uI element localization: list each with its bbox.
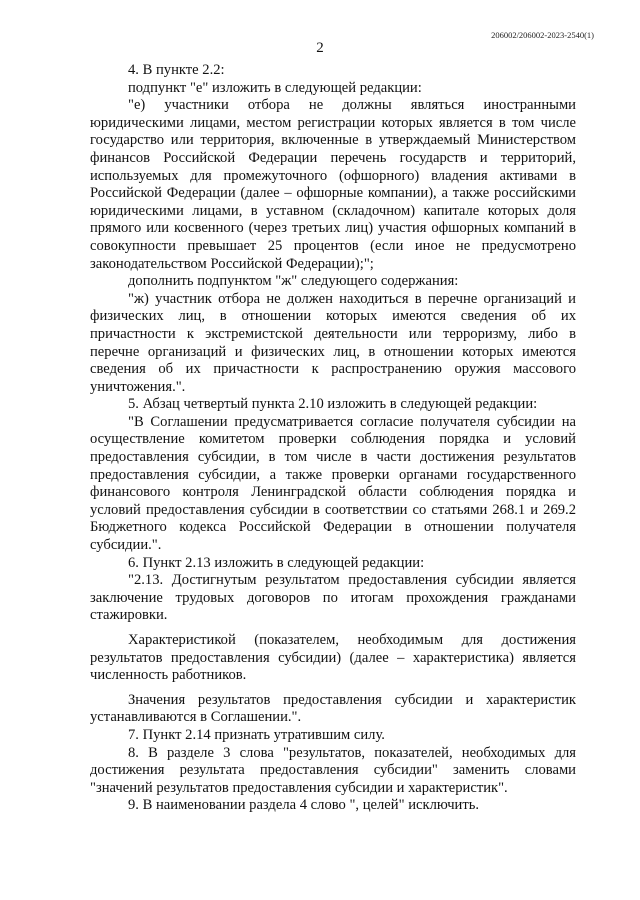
subitem-zh-intro: дополнить подпунктом "ж" следующего содержания: [128,273,459,290]
item-9-text: 9. В наименовании раздела 4 слово ", целей" исключить. [128,797,480,814]
document-body [90,62,576,815]
item-8-text: 8. В разделе 3 слова "результатов, показателей, необходимых для достижения результата предоставления субсидии" заменить словами "значений результатов предоставления субсидии и характеристик". [90,744,576,796]
values-text: Значения результатов предоставления субсидии и характеристик устанавливаются в Соглашении.". [90,691,576,726]
document-registration-number: 206002/206002-2023-2540(1) [491,30,594,40]
page-number: 2 [316,40,324,56]
item-4-heading: 4. В пункте 2.2: [128,62,225,78]
item-5-text: "В Соглашении предусматривается согласие получателя субсидии на осуществление комитетом проверки соблюдения порядка и условий предоставления субсидии, в том числе в части достижения результатов предоставления субсидии, а также проверки органами государственного финансового контроля Ленинградской области соблюдения порядка и условий предоставления субсидии в соответствии со статьями 268.1 и 269.2 Бюджетного кодекса Российской Федерации в отношении получателя субсидии.". [90,413,576,554]
item-5-heading: 5. Абзац четвертый пункта 2.10 изложить в следующей редакции: [128,396,538,413]
item-6-heading: 6. Пункт 2.13 изложить в следующей редакции: [128,554,425,571]
item-7-text: 7. Пункт 2.14 признать утратившим силу. [128,726,385,743]
subitem-e-intro: подпункт "е" изложить в следующей редакции: [128,79,422,96]
subitem-zh-text: "ж) участник отбора не должен находиться в перечне организаций и физических лиц, в отношении которых имеются сведения об их причастности к экстремистской деятельности или терроризму, либо в перечне организаций и физических лиц, в отношении которых имеются сведения об их причастности к распространению оружия массового уничтожения.". [90,290,576,395]
characteristic-text: Характеристикой (показателем, необходимым для достижения результатов предоставления субсидии) (далее – характеристика) является численность работников. [90,632,576,684]
item-2-13-text: "2.13. Достигнутым результатом предоставления субсидии является заключение трудовых договоров по итогам прохождения гражданами стажировки. [90,572,576,624]
subitem-e-text: "е) участники отбора не должны являться иностранными юридическими лицами, местом регистрации которых является в том числе государство или территория, включенные в утверждаемый Министерством финансов Российской Федерации перечень государств и территорий, используемых для промежуточного (офшорного) владения активами в Российской Федерации (далее – офшорные компании), а также российскими юридическими лицами, в уставном (складочном) капитале которых доля прямого или косвенного (через третьих лиц) участия офшорных компаний в совокупности превышает 25 процентов (если иное не предусмотрено законодательством Российской Федерации);"; [90,97,576,272]
